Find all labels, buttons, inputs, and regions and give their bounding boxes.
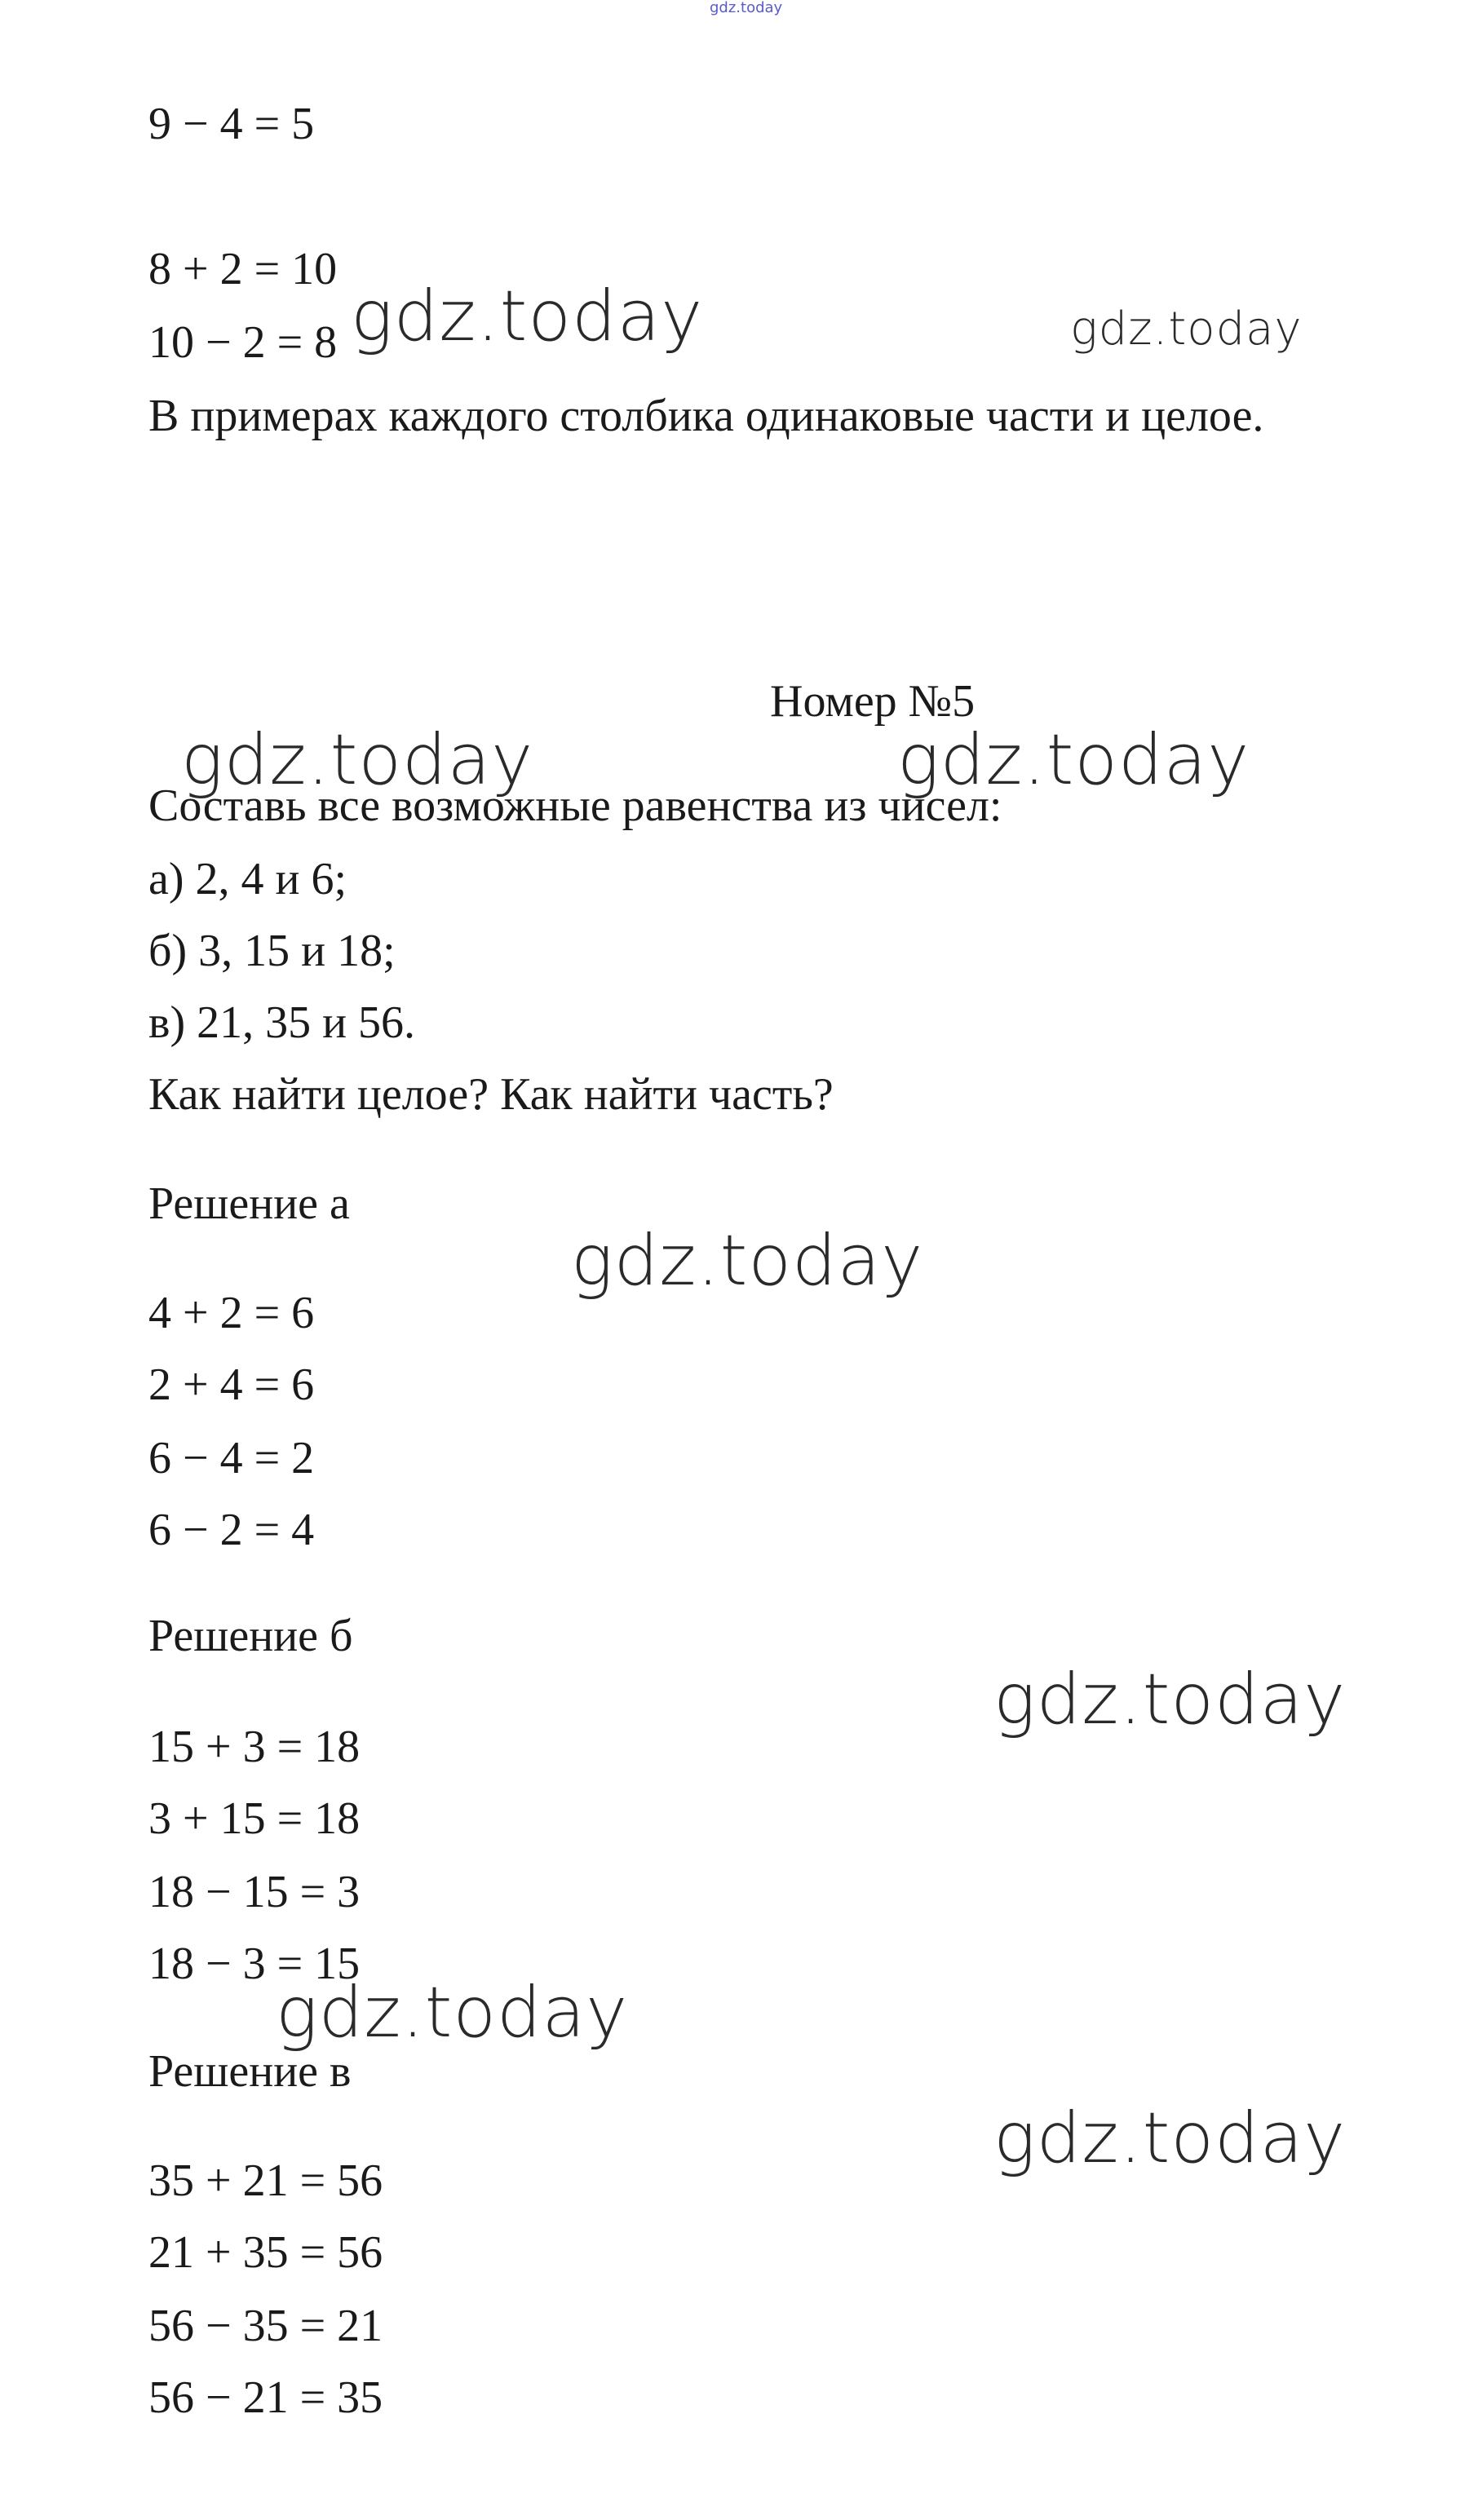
equation-line: 56 − 21 = 35 bbox=[148, 2372, 383, 2423]
task-heading: Номер №5 bbox=[770, 676, 976, 727]
equation-line: 6 − 4 = 2 bbox=[148, 1433, 315, 1483]
watermark: gdz.today bbox=[276, 1972, 629, 2054]
equation-line: 18 − 3 = 15 bbox=[148, 1939, 361, 1989]
equation-line: 4 + 2 = 6 bbox=[148, 1288, 315, 1338]
equation-line: 35 + 21 = 56 bbox=[148, 2155, 383, 2206]
task-item: б) 3, 15 и 18; bbox=[148, 926, 396, 976]
watermark: gdz.today bbox=[181, 719, 534, 801]
equation-line: 2 + 4 = 6 bbox=[148, 1359, 315, 1410]
task-statement: Составь все возможные равенства из чисел: bbox=[148, 780, 1002, 831]
solution-title: Решение в bbox=[148, 2046, 352, 2097]
equation-line: 56 − 35 = 21 bbox=[148, 2301, 383, 2351]
equation-line: 8 + 2 = 10 bbox=[148, 244, 338, 294]
note-text: В примерах каждого столбика одинаковые части и целое. bbox=[148, 391, 1264, 441]
solution-title: Решение а bbox=[148, 1178, 350, 1229]
watermark-top: gdz.today bbox=[710, 0, 783, 16]
solution-title: Решение б bbox=[148, 1611, 353, 1661]
watermark: gdz.today bbox=[1070, 303, 1303, 356]
equation-line: 9 − 4 = 5 bbox=[148, 99, 315, 149]
watermark: gdz.today bbox=[351, 276, 704, 357]
equation-line: 6 − 2 = 4 bbox=[148, 1505, 315, 1555]
watermark: gdz.today bbox=[571, 1220, 924, 1302]
watermark: gdz.today bbox=[897, 719, 1250, 801]
equation-line: 21 + 35 = 56 bbox=[148, 2227, 383, 2278]
watermark: gdz.today bbox=[993, 1659, 1347, 1740]
task-item: а) 2, 4 и 6; bbox=[148, 854, 347, 904]
watermark: gdz.today bbox=[993, 2098, 1347, 2179]
task-item: в) 21, 35 и 56. bbox=[148, 997, 416, 1048]
equation-line: 3 + 15 = 18 bbox=[148, 1793, 361, 1844]
equation-line: 15 + 3 = 18 bbox=[148, 1722, 361, 1772]
equation-line: 18 − 15 = 3 bbox=[148, 1867, 361, 1917]
equation-line: 10 − 2 = 8 bbox=[148, 317, 338, 368]
task-question: Как найти целое? Как найти часть? bbox=[148, 1069, 834, 1120]
